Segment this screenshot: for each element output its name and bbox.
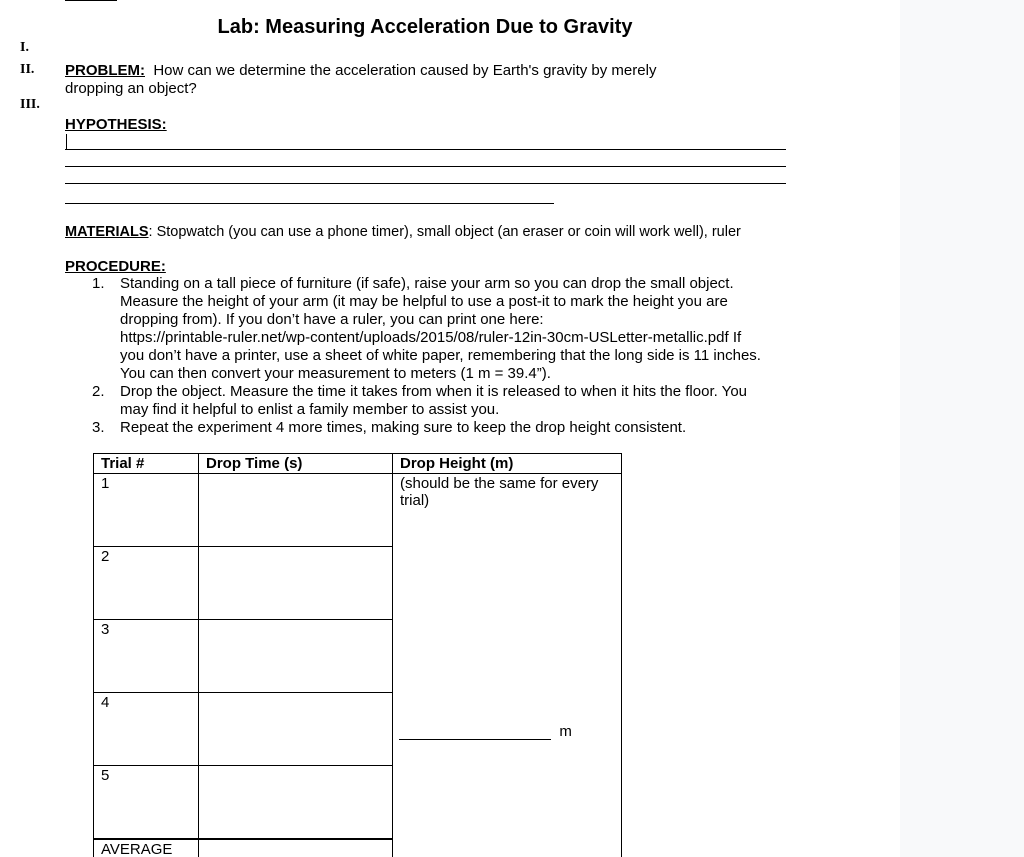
average-label: AVERAGE — [94, 839, 199, 857]
procedure-step-1 — [92, 275, 792, 383]
procedure-list — [92, 275, 792, 437]
trial-number: 1 — [94, 474, 199, 547]
step-line: Standing on a tall piece of furniture (if safe), raise your arm so you can drop the small object. — [120, 275, 734, 292]
height-unit: m — [559, 723, 572, 740]
height-note-line1: (should be the same for every — [400, 475, 599, 492]
step-number: 1. — [92, 275, 105, 292]
table-row — [94, 474, 622, 547]
step-number: 3. — [92, 419, 105, 436]
hypothesis-line-4[interactable] — [65, 203, 554, 204]
hypothesis-section — [65, 116, 167, 134]
hypothesis-line-3[interactable] — [65, 183, 786, 184]
step-line: You can then convert your measurement to meters (1 m = 39.4”). — [120, 365, 551, 382]
top-rule-stub — [65, 0, 117, 1]
numeral-i: I. — [20, 40, 29, 55]
drop-time-cell[interactable] — [199, 547, 393, 620]
step-line: Drop the object. Measure the time it takes from when it is released to when it hits the floor. You — [120, 383, 747, 400]
header-drop-time: Drop Time (s) — [199, 454, 393, 474]
height-blank-line[interactable] — [399, 725, 551, 740]
step-line: you don’t have a printer, use a sheet of white paper, remembering that the long side is 11 inches. — [120, 347, 761, 364]
step-line: Measure the height of your arm (it may be helpful to use a post-it to mark the height you are — [120, 293, 728, 310]
hypothesis-line-1[interactable] — [65, 149, 786, 150]
drop-time-cell[interactable] — [199, 620, 393, 693]
numeral-ii: II. — [20, 62, 35, 77]
hypothesis-label: HYPOTHESIS: — [65, 116, 167, 133]
problem-label: PROBLEM: — [65, 62, 145, 79]
trial-number: 4 — [94, 693, 199, 766]
right-gutter — [900, 0, 1024, 857]
step-line: dropping from). If you don’t have a ruler, you can print one here: — [120, 311, 544, 328]
procedure-step-2 — [92, 383, 792, 419]
header-trial: Trial # — [94, 454, 199, 474]
materials-text: : Stopwatch (you can use a phone timer), small object (an eraser or coin will work well), ruler — [148, 224, 741, 240]
page-title: Lab: Measuring Acceleration Due to Gravity — [217, 16, 633, 38]
numeral-iii: III. — [20, 97, 40, 112]
drop-time-cell[interactable] — [199, 474, 393, 547]
height-blank — [399, 723, 619, 740]
procedure-step-3 — [92, 419, 792, 437]
problem-text-line2: dropping an object? — [65, 80, 197, 97]
step-number: 2. — [92, 383, 105, 400]
materials-section — [65, 223, 865, 241]
trial-number: 5 — [94, 766, 199, 840]
materials-label: MATERIALS — [65, 224, 149, 240]
trial-number: 3 — [94, 620, 199, 693]
average-time-cell[interactable] — [199, 839, 393, 857]
table-header-row — [94, 454, 622, 474]
problem-text-line1: How can we determine the acceleration caused by Earth's gravity by merely — [153, 62, 657, 79]
header-drop-height: Drop Height (m) — [393, 454, 622, 474]
problem-section — [65, 62, 825, 80]
text-cursor — [66, 134, 67, 149]
drop-time-cell[interactable] — [199, 693, 393, 766]
drop-height-cell[interactable] — [393, 474, 622, 857]
step-line: may find it helpful to enlist a family member to assist you. — [120, 401, 500, 418]
step-line: Repeat the experiment 4 more times, making sure to keep the drop height consistent. — [120, 419, 687, 436]
height-note-line2: trial) — [400, 492, 430, 509]
drop-time-cell[interactable] — [199, 766, 393, 840]
data-table — [93, 453, 622, 857]
procedure-label: PROCEDURE: — [65, 258, 166, 275]
ruler-link[interactable]: https://printable-ruler.net/wp-content/uploads/2015/08/ruler-12in-30cm-USLetter-metallic.pdf If — [120, 329, 742, 346]
procedure-section — [65, 258, 166, 276]
hypothesis-line-2[interactable] — [65, 166, 786, 167]
trial-number: 2 — [94, 547, 199, 620]
